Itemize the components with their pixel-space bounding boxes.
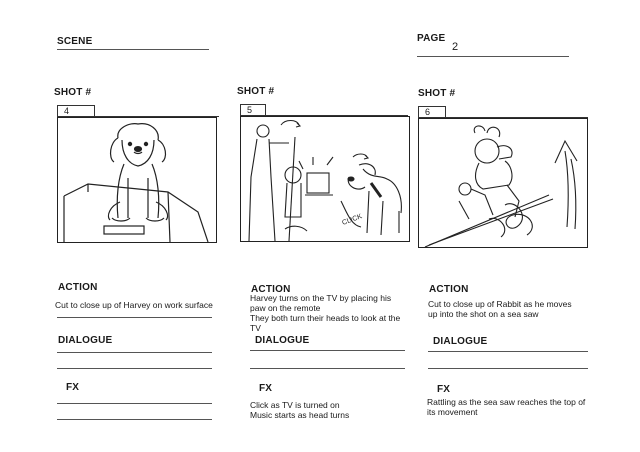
fx-line: its movement bbox=[427, 407, 478, 417]
action-line: They both turn their heads to look at the bbox=[250, 313, 401, 323]
action-line: up into the shot on a sea saw bbox=[428, 309, 539, 319]
fx-line: Click as TV is turned on bbox=[250, 400, 340, 410]
fx-rule bbox=[57, 403, 212, 404]
action-line: Cut to close up of Rabbit as he moves bbox=[428, 299, 572, 309]
page-label: PAGE bbox=[417, 33, 446, 44]
sketch-click-text: CLICK bbox=[341, 213, 364, 227]
shot-number: 4 bbox=[57, 105, 95, 117]
action-rule bbox=[57, 317, 212, 318]
fx-line: Music starts as head turns bbox=[250, 410, 350, 420]
fx-text bbox=[427, 397, 617, 417]
sketch-frame bbox=[240, 116, 410, 242]
fx-label: FX bbox=[66, 382, 80, 393]
fx-rule bbox=[57, 419, 212, 420]
page-number: 2 bbox=[452, 41, 459, 53]
fx-label: FX bbox=[437, 384, 451, 395]
action-line: TV bbox=[250, 323, 261, 333]
dialogue-rule bbox=[250, 350, 405, 351]
action-text bbox=[250, 293, 425, 333]
dialogue-rule bbox=[57, 352, 212, 353]
shot-number: 6 bbox=[418, 106, 446, 118]
rabbit-seesaw-sketch bbox=[419, 119, 587, 247]
dialogue-label: DIALOGUE bbox=[433, 336, 488, 347]
sketch-frame bbox=[57, 117, 217, 243]
shot-label: SHOT # bbox=[418, 88, 456, 99]
action-text bbox=[428, 299, 608, 319]
scene-line bbox=[57, 49, 209, 50]
action-label: ACTION bbox=[58, 282, 98, 293]
sketch-frame bbox=[418, 118, 588, 248]
fx-line: Rattling as the sea saw reaches the top of bbox=[427, 397, 586, 407]
action-label: ACTION bbox=[251, 284, 291, 295]
action-text bbox=[55, 300, 230, 310]
shot-number: 5 bbox=[240, 104, 266, 116]
dialogue-label: DIALOGUE bbox=[255, 335, 310, 346]
shot-label: SHOT # bbox=[54, 87, 92, 98]
dialogue-rule bbox=[250, 368, 405, 369]
scene-label: SCENE bbox=[57, 36, 93, 47]
dialogue-label: DIALOGUE bbox=[58, 335, 113, 346]
fx-label: FX bbox=[259, 383, 273, 394]
dialogue-rule bbox=[57, 368, 212, 369]
action-line: Harvey turns on the TV by placing his bbox=[250, 293, 392, 303]
fx-text bbox=[250, 400, 425, 420]
dog-sketch bbox=[58, 118, 216, 242]
page-line bbox=[417, 56, 569, 57]
tv-scene-sketch bbox=[241, 117, 409, 241]
action-label: ACTION bbox=[429, 284, 469, 295]
dialogue-rule bbox=[428, 368, 588, 369]
shot-label: SHOT # bbox=[237, 86, 275, 97]
action-line: Cut to close up of Harvey on work surface bbox=[55, 300, 213, 310]
action-line: paw on the remote bbox=[250, 303, 321, 313]
dialogue-rule bbox=[428, 351, 588, 352]
